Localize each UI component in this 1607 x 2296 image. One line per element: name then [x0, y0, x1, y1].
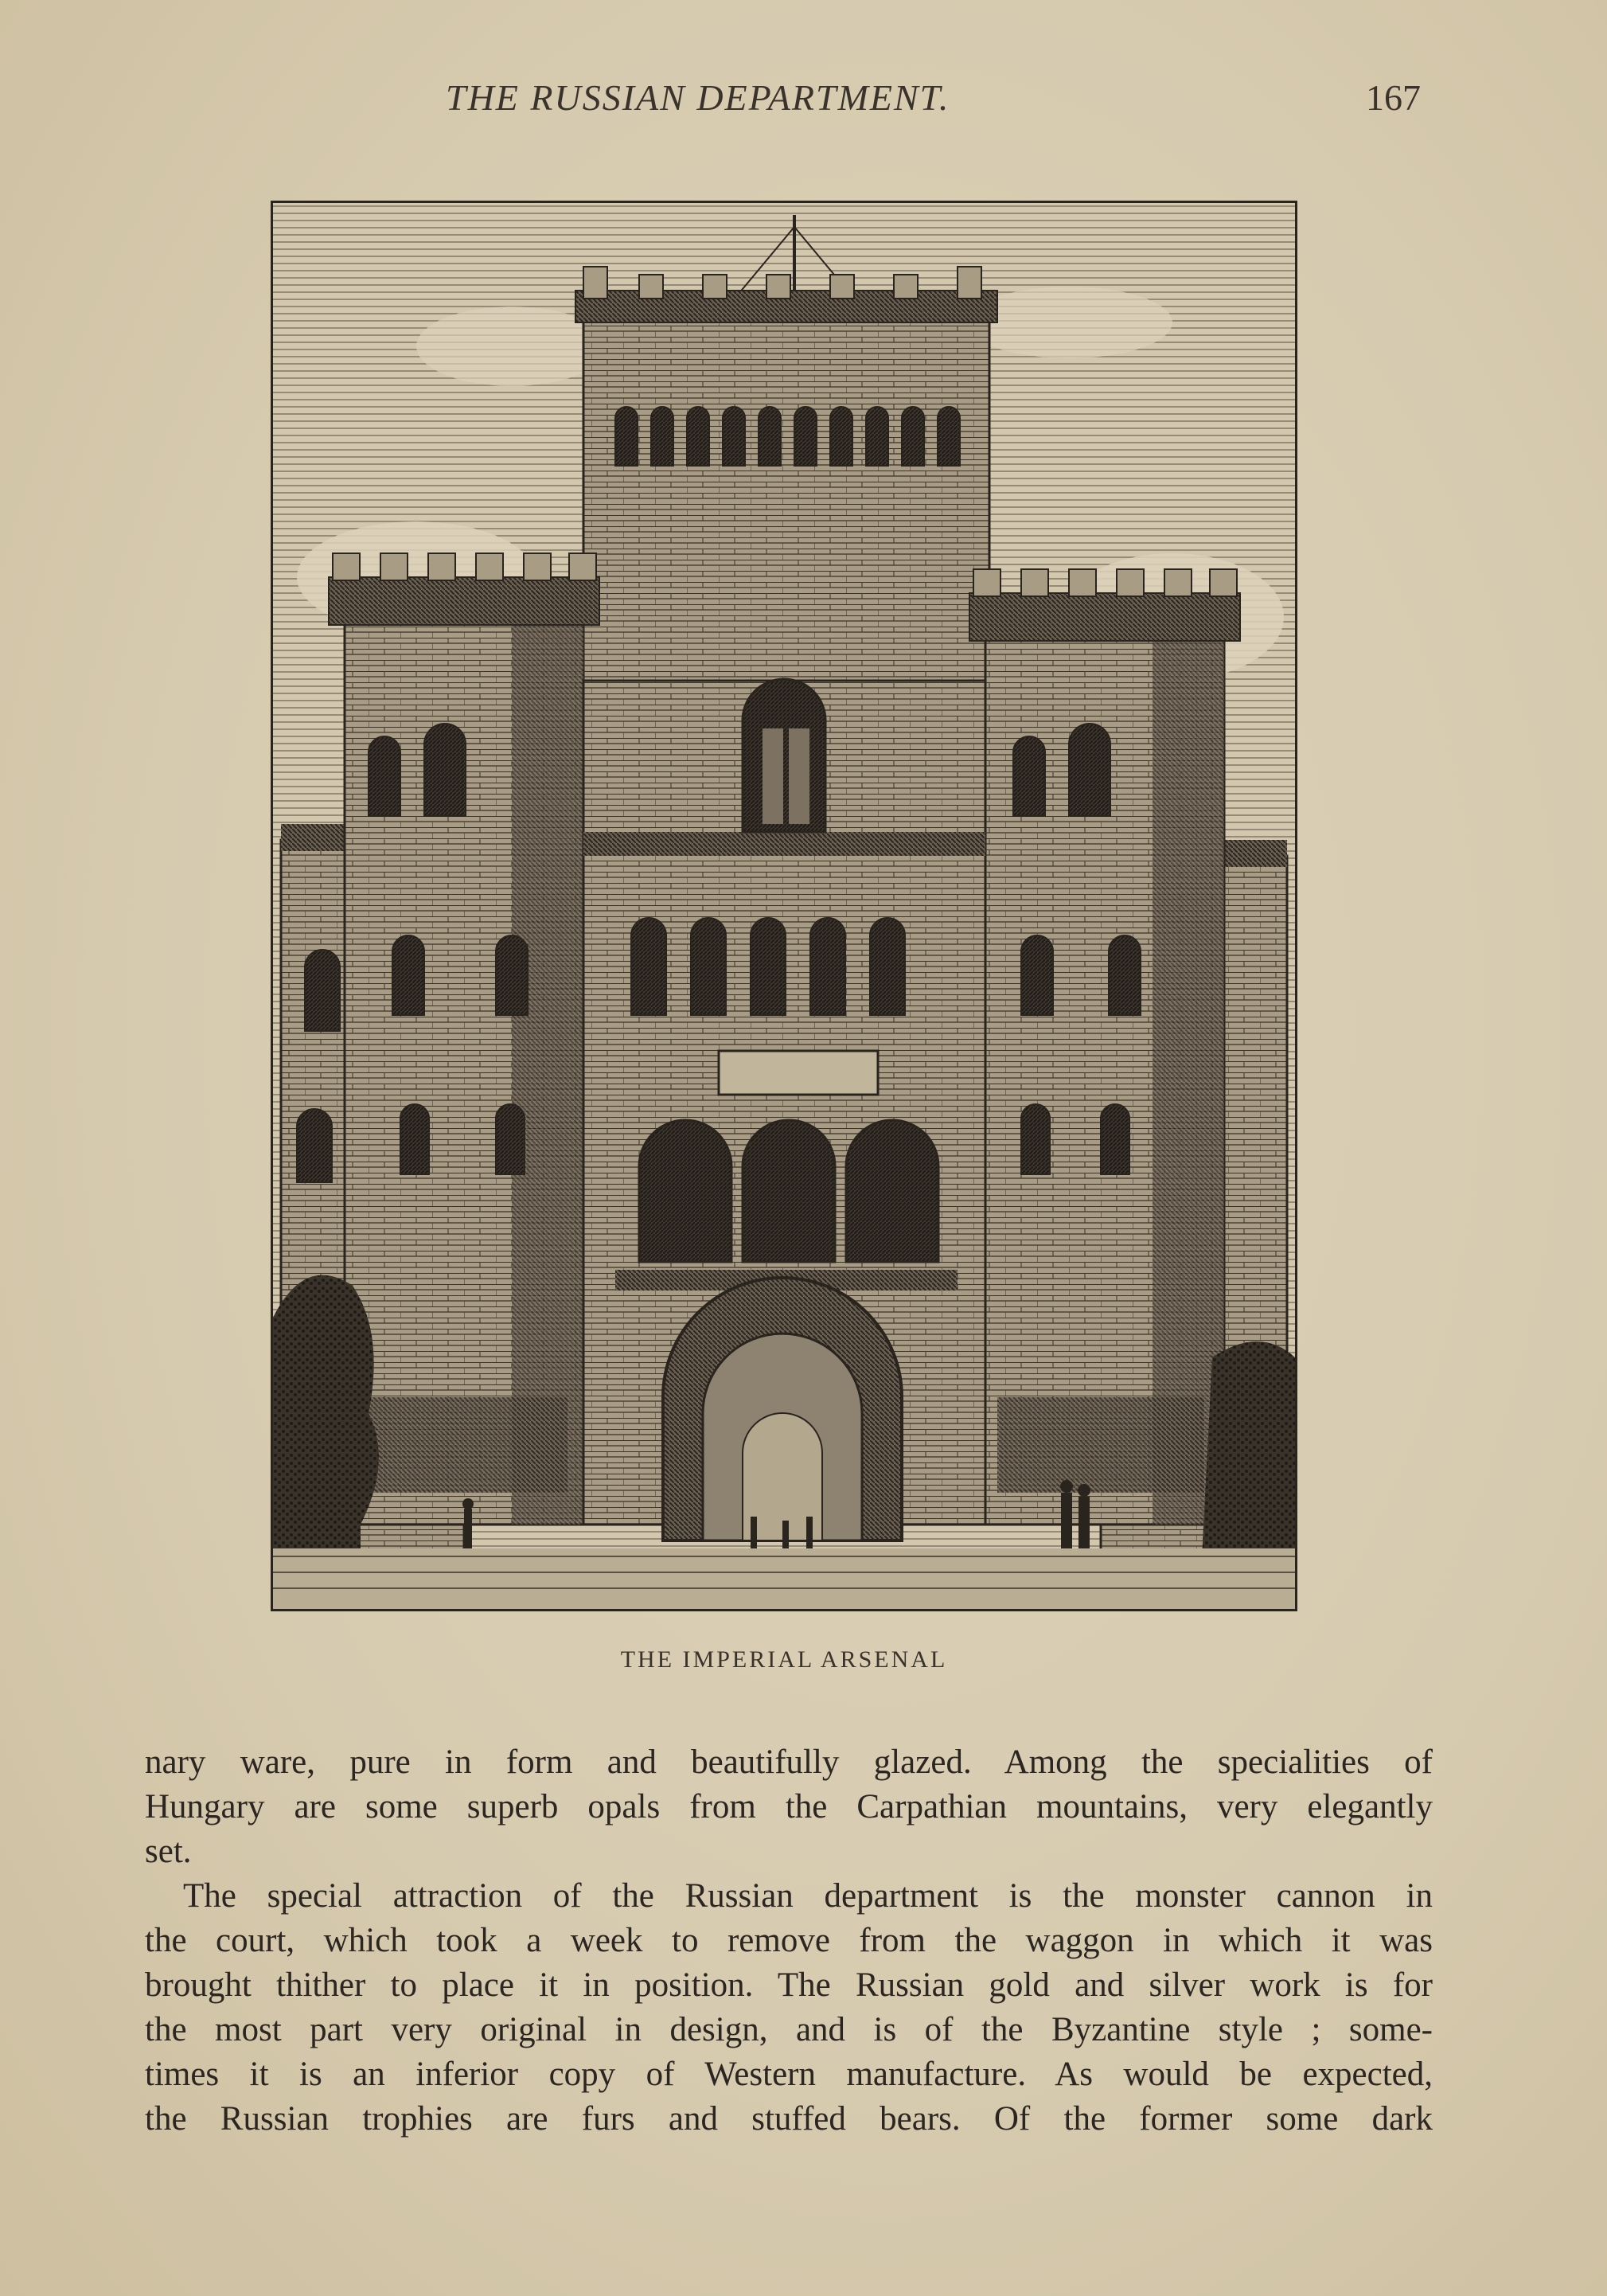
page-number: 167	[1366, 77, 1421, 118]
arsenal-engraving	[273, 203, 1295, 1609]
figure-caption: THE IMPERIAL ARSENAL	[620, 1646, 948, 1673]
text-line: nary ware, pure in form and beautifully glazed. Among the specialities of	[145, 1743, 1433, 1781]
text-line: set.	[145, 1833, 192, 1870]
text-line: the court, which took a week to remove from the waggon in which it was	[145, 1922, 1433, 1959]
engraving-illustration	[271, 201, 1297, 1611]
text-line: The special attraction of the Russian department is the monster cannon in	[183, 1877, 1433, 1915]
running-title: THE RUSSIAN DEPARTMENT.	[446, 77, 950, 118]
text-line: the Russian trophies are furs and stuffed bears. Of the former some dark	[145, 2100, 1433, 2138]
text-line: the most part very original in design, and is of the Byzantine style ; some-	[145, 2011, 1433, 2048]
text-line: Hungary are some superb opals from the Carpathian mountains, very elegantly	[145, 1788, 1433, 1825]
body-text	[145, 1740, 1433, 2142]
text-line: brought thither to place it in position. The Russian gold and silver work is for	[145, 1966, 1433, 2004]
running-head	[0, 76, 1607, 132]
text-line: times it is an inferior copy of Western manufacture. As would be expected,	[145, 2056, 1433, 2093]
